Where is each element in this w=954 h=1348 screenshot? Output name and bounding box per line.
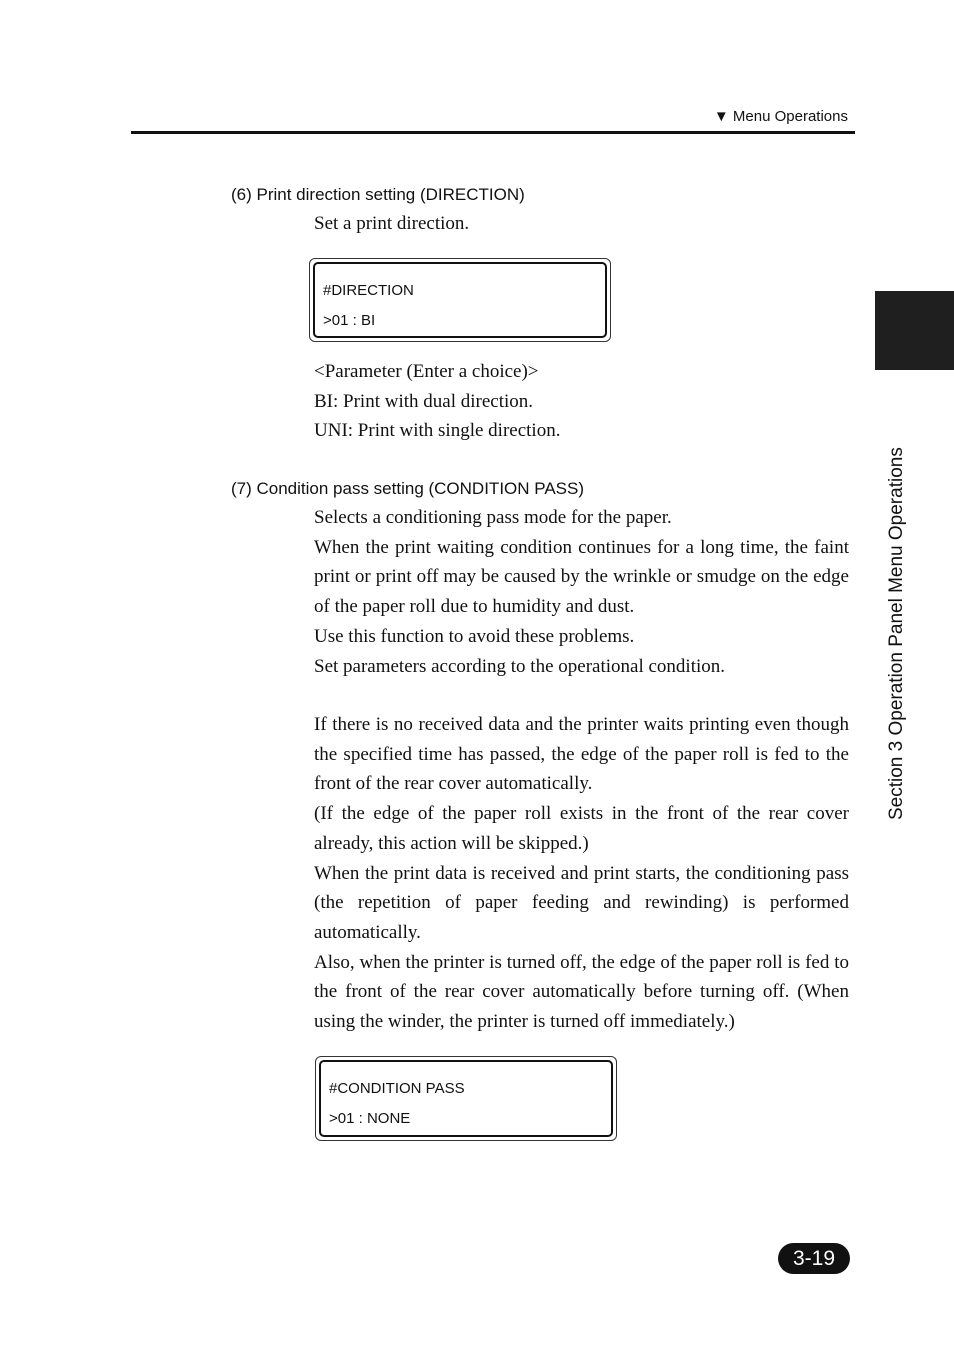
section6-intro [314, 209, 849, 239]
direction-lcd-display [309, 258, 611, 342]
condition-pass-lcd-display [315, 1056, 617, 1141]
header-title: Menu Operations [732, 108, 848, 125]
section7-para1-line4: Set parameters according to the operational condition. [314, 655, 725, 677]
running-header [714, 108, 848, 125]
lcd-line-1: #DIRECTION [323, 282, 414, 299]
parameter-uni: UNI: Print with single direction. [314, 420, 561, 442]
lcd-line-2: >01 : BI [323, 312, 376, 329]
section7-heading: (7) Condition pass setting (CONDITION PASS) [231, 479, 585, 498]
section7-description [314, 503, 849, 681]
section-side-label: Section 3 Operation Panel Menu Operations [886, 447, 907, 820]
lcd-line-2: >01 : NONE [329, 1110, 411, 1127]
section7-para2-line2: (If the edge of the paper roll exists in the front of the rear cover already, this action will be skipped.) [314, 803, 849, 854]
header-rule [131, 131, 855, 134]
section7-para2-line4: Also, when the printer is turned off, the edge of the paper roll is fed to the front of the rear cover automatically before turning off. (When using the winder, the printer is turned off immediately.) [314, 951, 849, 1033]
section7-details [314, 710, 849, 1037]
direction-lcd-screen [313, 262, 607, 338]
section7-para2-line3: When the print data is received and print starts, the conditioning pass (the repetition of paper feeding and rewinding) is performed automatically. [314, 862, 849, 943]
section6-parameters [314, 357, 849, 446]
section7-para2-line1: If there is no received data and the printer waits printing even though the specified time has passed, the edge of the paper roll is fed to the front of the rear cover automatically. [314, 714, 849, 795]
section7-para1-line2: When the print waiting condition continues for a long time, the faint print or print off may be caused by the wrinkle or smudge on the edge of the paper roll due to humidity and dust. [314, 536, 849, 618]
lcd-line-1: #CONDITION PASS [329, 1080, 465, 1097]
section6-intro-text: Set a print direction. [314, 213, 470, 234]
section6-heading: (6) Print direction setting (DIRECTION) [231, 185, 525, 204]
parameter-heading: <Parameter (Enter a choice)> [314, 361, 539, 382]
condition-pass-lcd-screen [319, 1060, 613, 1137]
page-number: 3-19 [778, 1243, 850, 1274]
section-tab [875, 291, 954, 370]
section7-para1-line3: Use this function to avoid these problems. [314, 625, 635, 647]
parameter-bi: BI: Print with dual direction. [314, 390, 534, 412]
triangle-down-icon: ▼ [713, 108, 729, 125]
section7-para1-line1: Selects a conditioning pass mode for the paper. [314, 507, 672, 528]
